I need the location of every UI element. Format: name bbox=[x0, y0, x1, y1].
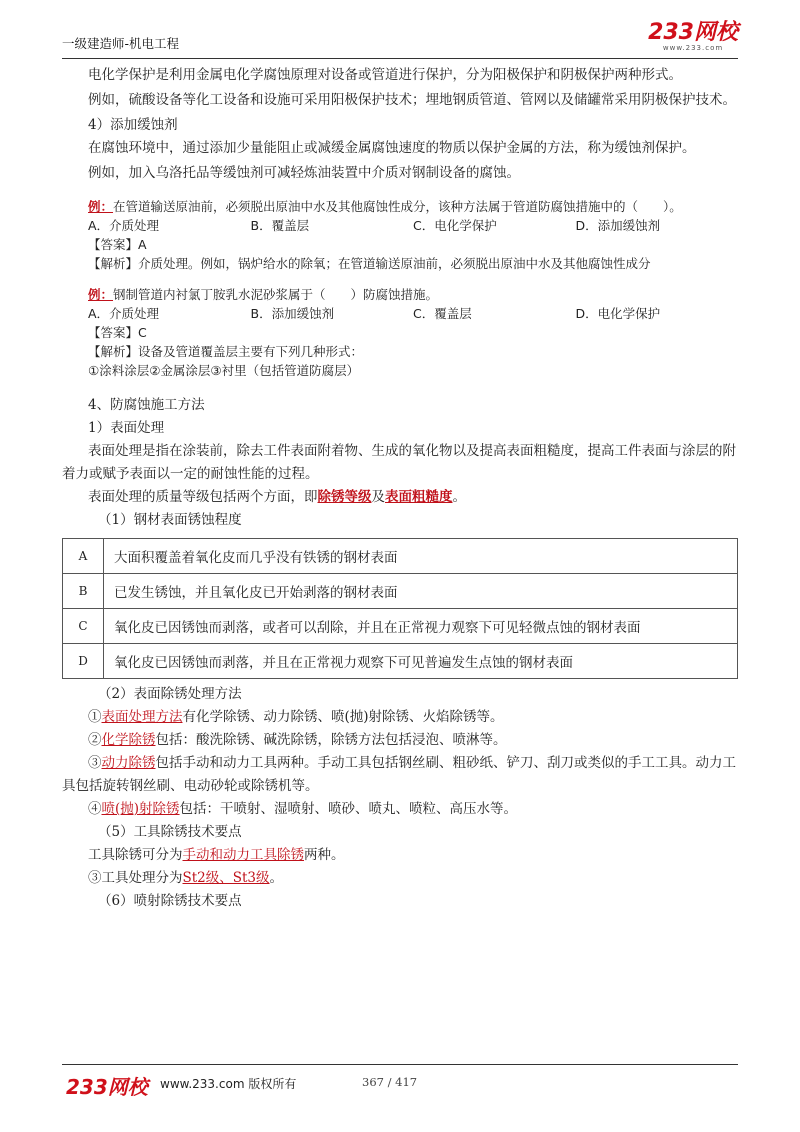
paragraph bbox=[62, 729, 738, 752]
example-label: 例： bbox=[88, 287, 114, 302]
option-d: D．电化学保护 bbox=[575, 306, 661, 321]
table-row bbox=[63, 644, 738, 679]
text-span: ③ bbox=[88, 755, 102, 771]
sub-heading: （5）工具除锈技术要点 bbox=[98, 824, 242, 840]
answer-options bbox=[88, 304, 738, 323]
highlight-term: 手动和动力工具除锈 bbox=[182, 847, 304, 863]
example-label: 例： bbox=[88, 199, 114, 214]
text-span: 表面处理的质量等级包括两个方面，即 bbox=[88, 489, 318, 505]
text-span: ① bbox=[88, 709, 102, 725]
answer-line: 【答案】A bbox=[88, 237, 147, 252]
paragraph: 例如，加入乌洛托品等缓蚀剂可减轻炼油装置中介质对钢制设备的腐蚀。 bbox=[88, 165, 520, 181]
option-c: C．覆盖层 bbox=[413, 306, 472, 321]
page-number: 367 / 417 bbox=[362, 1075, 418, 1089]
page-header bbox=[62, 22, 738, 59]
text-span: 工具除锈可分为 bbox=[88, 847, 183, 863]
question-line bbox=[62, 197, 738, 216]
option-a: A．介质处理 bbox=[88, 306, 160, 321]
grade-cell: B bbox=[63, 574, 104, 609]
highlight-term: St2级、St3级 bbox=[182, 870, 270, 886]
sub-heading: 4）添加缓蚀剂 bbox=[88, 117, 178, 133]
text-span: 。 bbox=[452, 489, 466, 505]
rust-grade-table bbox=[62, 538, 738, 679]
question-text: 钢制管道内衬氯丁胺乳水泥砂浆属于（ ）防腐蚀措施。 bbox=[113, 287, 439, 302]
paragraph bbox=[62, 706, 738, 729]
text-span: 。 bbox=[269, 870, 284, 886]
paragraph bbox=[62, 844, 738, 867]
text-span: ③工具处理分为 bbox=[88, 870, 183, 886]
analysis-line-2: ①涂料涂层②金属涂层③衬里（包括管道防腐层） bbox=[88, 363, 360, 378]
option-c: C．电化学保护 bbox=[413, 218, 497, 233]
text-span: 包括手动和动力工具两种。手动工具包括钢丝刷、粗砂纸、铲刀、刮刀或类似的手工工具。动力工具包括旋转钢丝刷、电动砂轮或除锈机等。 bbox=[62, 755, 736, 794]
example-question-1 bbox=[62, 197, 738, 273]
question-text: 在管道输送原油前，必须脱出原油中水及其他腐蚀性成分，该种方法属于管道防腐蚀措施中的（ ）。 bbox=[113, 199, 682, 214]
text-span: 包括：干喷射、湿喷射、喷砂、喷丸、喷粒、高压水等。 bbox=[179, 801, 518, 817]
sub-heading: （2）表面除锈处理方法 bbox=[98, 686, 242, 702]
header-title: 一级建造师-机电工程 bbox=[62, 36, 180, 51]
paragraph: 例如，硫酸设备等化工设备和设施可采用阳极保护技术；埋地钢质管道、管网以及储罐常采用阴极保护技术。 bbox=[88, 92, 736, 108]
table-row bbox=[63, 574, 738, 609]
paragraph: 电化学保护是利用金属电化学腐蚀原理对设备或管道进行保护，分为阳极保护和阴极保护两种形式。 bbox=[88, 67, 682, 83]
answer-line: 【答案】C bbox=[88, 325, 147, 340]
highlight-term: 表面处理方法 bbox=[101, 709, 183, 725]
brand-logo bbox=[648, 22, 738, 53]
paragraph: 表面处理是指在涂装前，除去工件表面附着物、生成的氧化物以及提高表面粗糙度，提高工件表面与涂层的附着力或赋予表面以一定的耐蚀性能的过程。 bbox=[62, 443, 736, 482]
highlight-term: 表面粗糙度 bbox=[385, 489, 453, 505]
option-b: B．覆盖层 bbox=[250, 218, 310, 233]
analysis-line: 【解析】介质处理。例如，锅炉给水的除氧；在管道输送原油前，必须脱出原油中水及其他腐蚀性成分 bbox=[88, 256, 651, 271]
page-footer bbox=[62, 1064, 738, 1099]
section-heading: 4、防腐蚀施工方法 bbox=[88, 397, 205, 413]
question-line bbox=[62, 285, 738, 304]
paragraph bbox=[62, 867, 738, 890]
highlight-term: 除锈等级 bbox=[317, 489, 372, 505]
text-span: 有化学除锈、动力除锈、喷(抛)射除锈、火焰除锈等。 bbox=[182, 709, 504, 725]
option-a: A．介质处理 bbox=[88, 218, 160, 233]
highlight-term: 动力除锈 bbox=[101, 755, 156, 771]
text-span: 两种。 bbox=[304, 847, 345, 863]
logo-url: www.233.com bbox=[662, 44, 724, 52]
text-span: 包括：酸洗除锈、碱洗除锈，除锈方法包括浸泡、喷淋等。 bbox=[155, 732, 507, 748]
sub-heading: （6）喷射除锈技术要点 bbox=[98, 893, 242, 909]
sub-heading: （1）钢材表面锈蚀程度 bbox=[98, 512, 242, 528]
table-row bbox=[63, 539, 738, 574]
text-span: ④ bbox=[88, 801, 102, 817]
paragraph bbox=[62, 486, 738, 509]
grade-cell: C bbox=[63, 609, 104, 644]
option-d: D．添加缓蚀剂 bbox=[575, 218, 661, 233]
text-span: ② bbox=[88, 732, 102, 748]
example-question-2 bbox=[62, 285, 738, 380]
grade-cell: D bbox=[63, 644, 104, 679]
highlight-term: 喷(抛)射除锈 bbox=[101, 801, 180, 817]
logo-text: 233网校 bbox=[648, 20, 738, 45]
grade-cell: A bbox=[63, 539, 104, 574]
desc-cell: 已发生锈蚀，并且氧化皮已开始剥落的钢材表面 bbox=[104, 574, 738, 609]
footer-logo: 233网校 bbox=[66, 1075, 148, 1099]
page-content bbox=[62, 64, 738, 913]
sub-heading: 1）表面处理 bbox=[88, 420, 165, 436]
footer-copyright: www.233.com 版权所有 bbox=[160, 1077, 297, 1091]
text-span: 及 bbox=[371, 489, 385, 505]
desc-cell: 大面积覆盖着氧化皮而几乎没有铁锈的钢材表面 bbox=[104, 539, 738, 574]
analysis-line: 【解析】设备及管道覆盖层主要有下列几种形式： bbox=[88, 344, 364, 359]
paragraph bbox=[62, 798, 738, 821]
desc-cell: 氧化皮已因锈蚀而剥落，或者可以刮除，并且在正常视力观察下可见轻微点蚀的钢材表面 bbox=[104, 609, 738, 644]
table-row bbox=[63, 609, 738, 644]
option-b: B．添加缓蚀剂 bbox=[250, 306, 335, 321]
highlight-term: 化学除锈 bbox=[101, 732, 156, 748]
answer-options bbox=[88, 216, 738, 235]
desc-cell: 氧化皮已因锈蚀而剥落，并且在正常视力观察下可见普遍发生点蚀的钢材表面 bbox=[104, 644, 738, 679]
paragraph: 在腐蚀环境中，通过添加少量能阻止或减缓金属腐蚀速度的物质以保护金属的方法，称为缓蚀剂保护。 bbox=[88, 140, 696, 156]
paragraph bbox=[62, 752, 738, 798]
